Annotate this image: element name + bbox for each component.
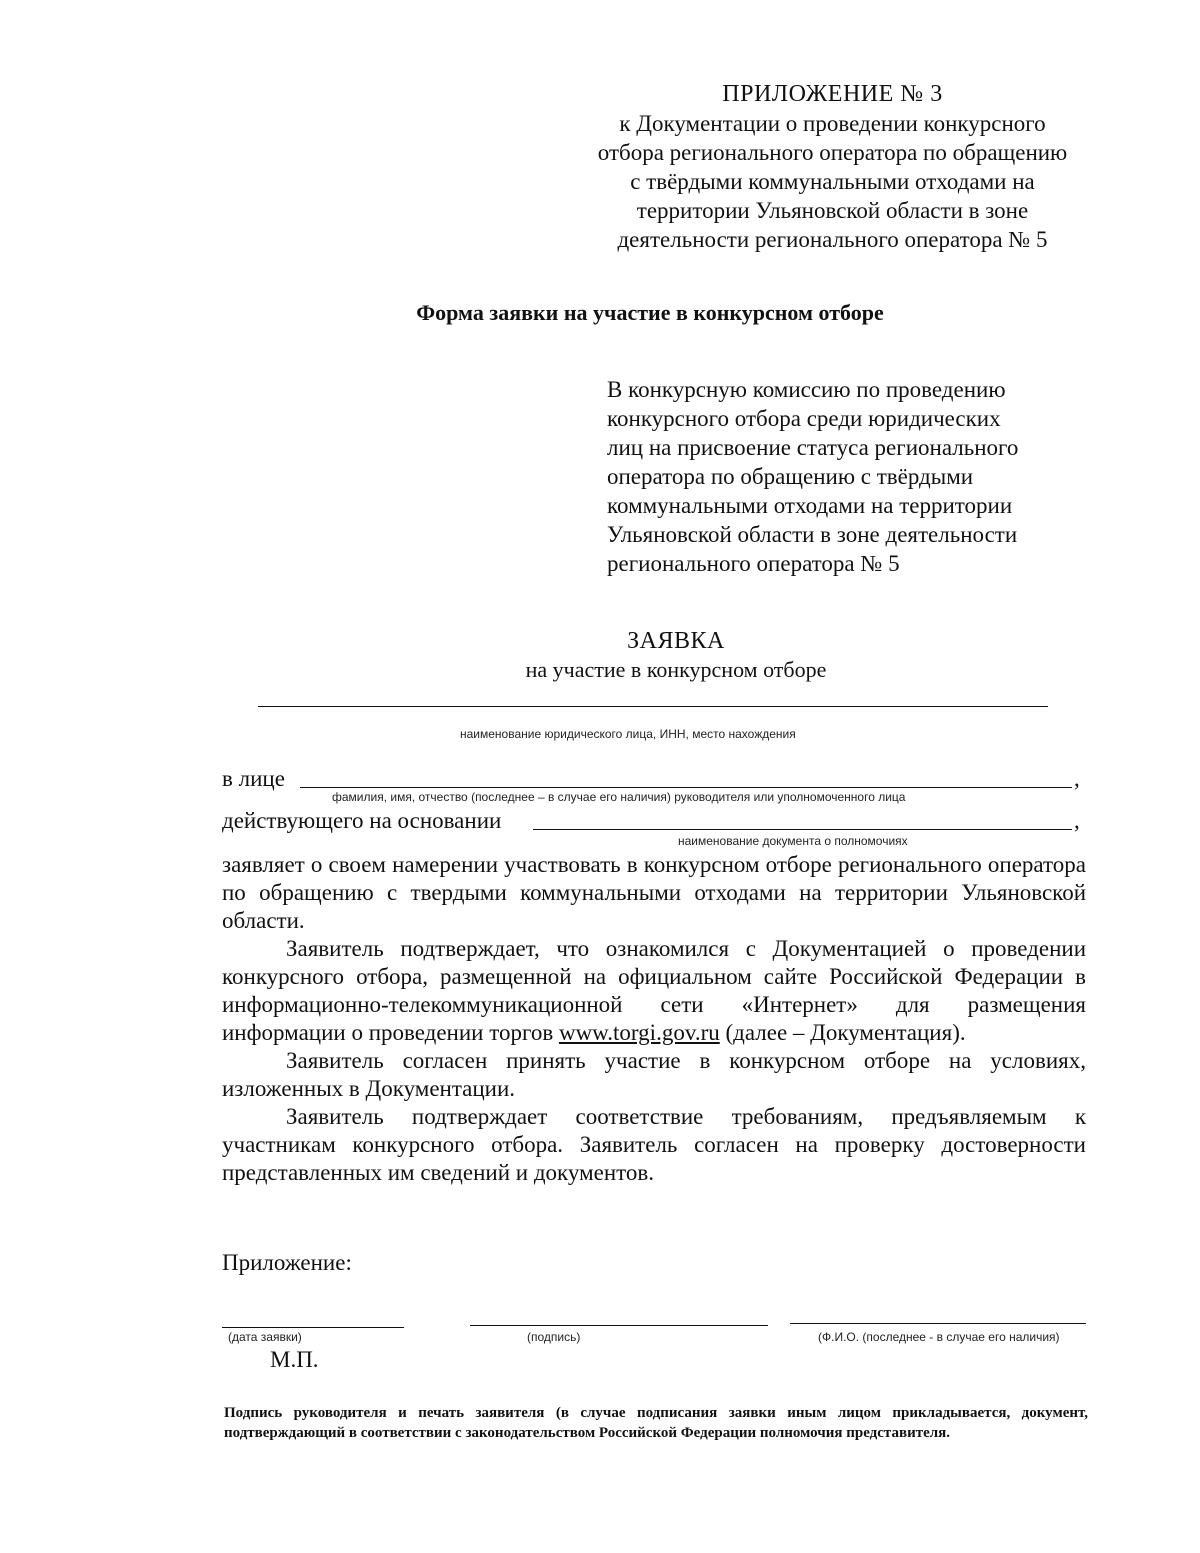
entity-field-line[interactable]: [258, 706, 1048, 707]
application-title: ЗАЯВКА: [627, 628, 725, 654]
annex-line: отбора регионального оператора по обращению: [597, 140, 1068, 165]
body-paragraph-compliance: Заявитель подтверждает соответствие требованиям, предъявляемым к участникам конкурсного отбора. Заявитель согласен на проверку достоверности представленных им сведений и документов.: [222, 1104, 1086, 1185]
addressee-line: оператора по обращению с твёрдыми: [607, 464, 974, 489]
addressee-line: регионального оператора № 5: [607, 551, 900, 576]
body-paragraph-text: (далее – Документация).: [719, 1020, 966, 1045]
addressee-line: коммунальными отходами на территории: [607, 493, 1013, 518]
signature-line[interactable]: [470, 1325, 768, 1326]
addressee-line: лиц на присвоение статуса регионального: [607, 435, 1019, 460]
body-paragraph-consent: Заявитель согласен принять участие в конкурсном отборе на условиях, изложенных в Документации.: [222, 1048, 1086, 1101]
addressee-line: конкурсного отбора среди юридических: [607, 406, 1001, 431]
body-paragraph-documentation: [222, 935, 1086, 1047]
person-field-line[interactable]: [300, 787, 1072, 788]
application-subtitle: на участие в конкурсном отборе: [525, 657, 827, 682]
body-paragraph-intent: заявляет о своем намерении участвовать в конкурсном отборе регионального оператора по обращению с твердыми коммунальными отходами на территории Ульяновской области.: [222, 852, 1086, 933]
name-caption: (Ф.И.О. (последнее - в случае его наличия): [818, 1330, 1060, 1344]
stamp-place: М.П.: [270, 1347, 319, 1372]
annex-line: с твёрдыми коммунальными отходами на: [630, 169, 1035, 194]
addressee-line: В конкурсную комиссию по проведению: [607, 377, 1006, 402]
person-field-label: в лице: [222, 766, 285, 791]
basis-field-caption: наименование документа о полномочиях: [678, 834, 908, 848]
addressee-line: Ульяновской области в зоне деятельности: [607, 522, 1018, 547]
form-title: Форма заявки на участие в конкурсном отборе: [416, 300, 884, 325]
annex-line: территории Ульяновской области в зоне: [636, 198, 1029, 223]
annex-header: [560, 80, 1105, 254]
torgi-link[interactable]: www.torgi.gov.ru: [558, 1020, 720, 1045]
annex-title: ПРИЛОЖЕНИЕ № 3: [722, 81, 943, 107]
person-field-comma: ,: [1074, 766, 1080, 791]
basis-field-line[interactable]: [533, 829, 1072, 830]
basis-field-comma: ,: [1074, 808, 1080, 833]
attachment-label: Приложение:: [222, 1250, 352, 1275]
date-line[interactable]: [222, 1327, 404, 1328]
footnote: Подпись руководителя и печать заявителя (в случае подписания заявки иным лицом прикладывается, документ, подтверждающий в соответствии с законодательством Российской Федерации полномочия представителя.: [224, 1405, 1088, 1441]
annex-line: деятельности регионального оператора № 5: [617, 227, 1048, 252]
body-text: [222, 851, 1086, 1187]
body-paragraph-text: Заявитель подтверждает, что ознакомился с Документацией о проведении конкурсного отбора, размещенной на официальном сайте Российской Федерации в информационно-телекоммуникационной сети «Интернет» для размещения информации о проведении торгов: [222, 936, 1086, 1045]
basis-field-label: действующего на основании: [222, 808, 502, 833]
annex-line: к Документации о проведении конкурсного: [619, 111, 1046, 136]
name-line[interactable]: [790, 1323, 1086, 1324]
entity-field-caption: наименование юридического лица, ИНН, место нахождения: [460, 727, 796, 741]
signature-caption: (подпись): [527, 1330, 581, 1344]
addressee-block: [607, 375, 1107, 578]
person-field-caption: фамилия, имя, отчество (последнее – в случае его наличия) руководителя или уполномоченного лица: [332, 790, 906, 804]
date-caption: (дата заявки): [228, 1330, 302, 1344]
